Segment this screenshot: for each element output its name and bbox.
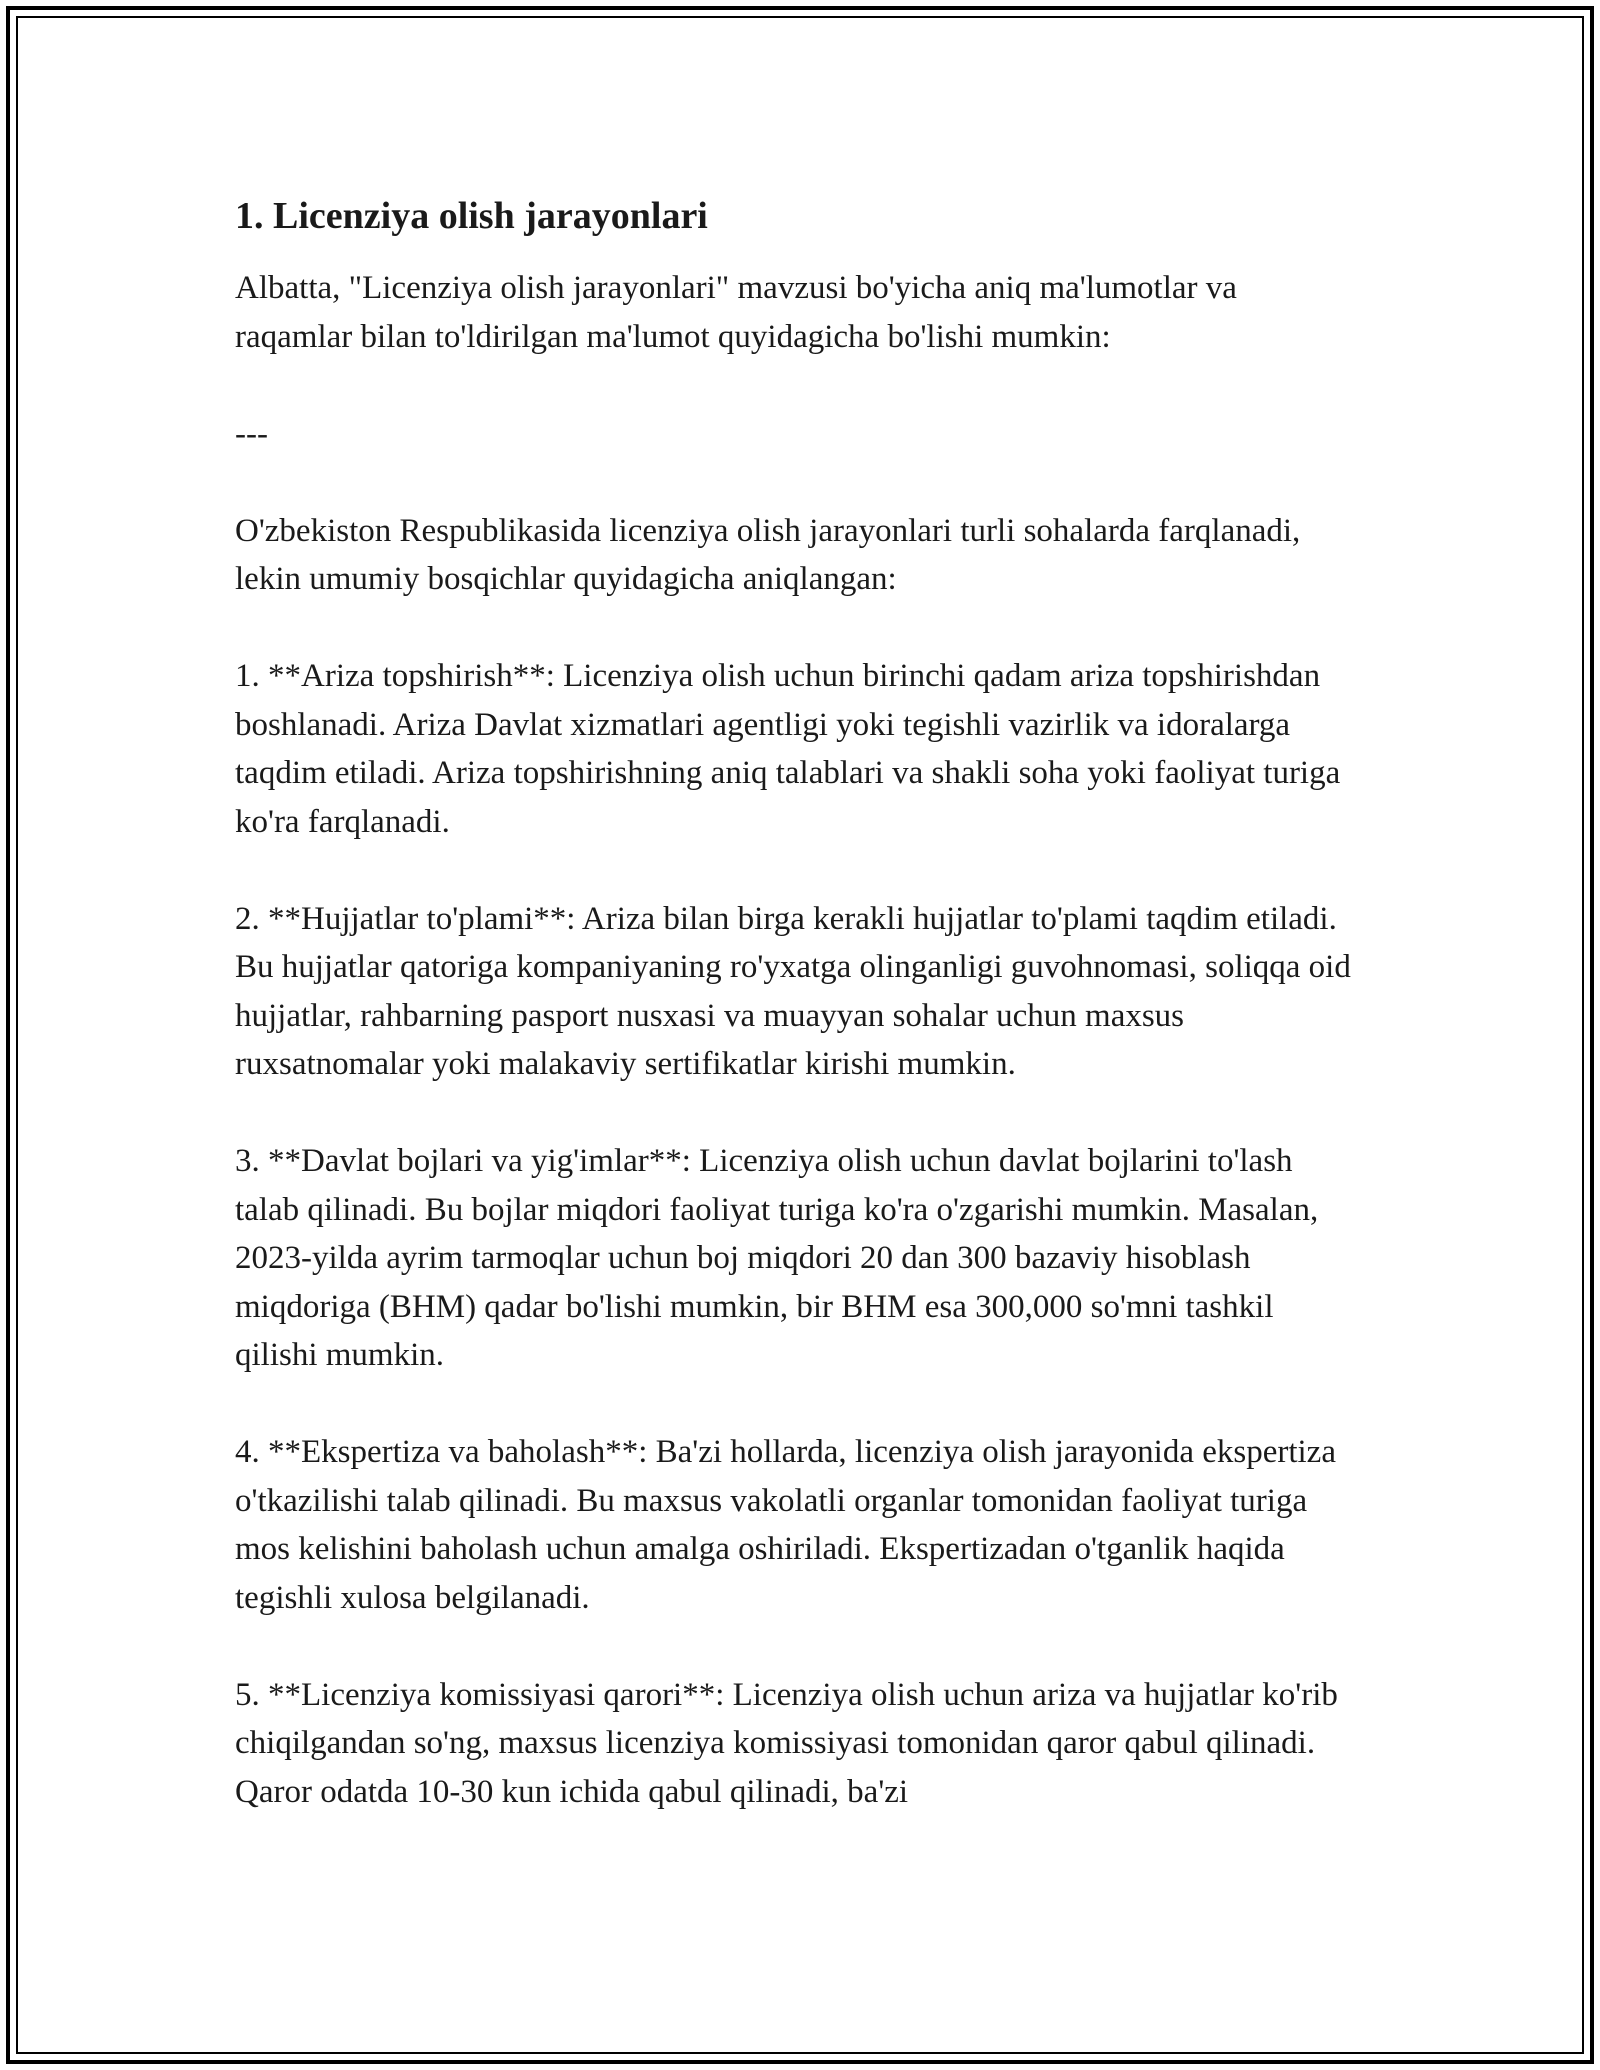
step-paragraph-2: 2. **Hujjatlar to'plami**: Ariza bilan birga kerakli hujjatlar to'plami taqdim etiladi. Bu hujjatlar qatoriga kompaniyaning ro'yxatga olinganligi guvohnomasi, soliqqa oid hujjatlar, rahbarning pasport nusxasi va muayyan sohalar uchun maxsus ruxsatnomalar yoki malakaviy sertifikatlar kirishi mumkin. [235, 900, 1351, 1082]
document-body [235, 188, 1355, 1816]
spacer [235, 361, 1355, 410]
spacer [235, 604, 1355, 653]
spacer [235, 458, 1355, 507]
overview-paragraph: O'zbekiston Respublikasida licenziya olish jarayonlari turli sohalarda farqlanadi, lekin umumiy bosqichlar quyidagicha aniqlangan: [235, 512, 1301, 597]
step-paragraph-5: 5. **Licenziya komissiyasi qarori**: Licenziya olish uchun ariza va hujjatlar ko'rib chiqilgandan so'ng, maxsus licenziya komissiyasi tomonidan qaror qabul qilinadi. Qaror odatda 10-30 kun ichida qabul qilinadi, ba'zi [235, 1676, 1338, 1810]
spacer [235, 846, 1355, 895]
step-paragraph-1: 1. **Ariza topshirish**: Licenziya olish uchun birinchi qadam ariza topshirishdan boshlanadi. Ariza Davlat xizmatlari agentligi yoki tegishli vazirlik va idoralarga taqdim etiladi. Ariza topshirishning aniq talablari va shakli soha yoki faoliyat turiga ko'ra farqlanadi. [235, 658, 1341, 840]
spacer [235, 1622, 1355, 1671]
spacer [235, 1380, 1355, 1429]
separator-line: --- [235, 415, 268, 452]
step-paragraph-4: 4. **Ekspertiza va baholash**: Ba'zi hollarda, licenziya olish jarayonida ekspertiza o'tkazilishi talab qilinadi. Bu maxsus vakolatli organlar tomonidan faoliyat turiga mos kelishini baholash uchun amalga oshiriladi. Ekspertizadan o'tganlik haqida tegishli xulosa belgilanadi. [235, 1434, 1336, 1616]
step-paragraph-3: 3. **Davlat bojlari va yig'imlar**: Licenziya olish uchun davlat bojlarini to'lash talab qilinadi. Bu bojlar miqdori faoliyat turiga ko'ra o'zgarishi mumkin. Masalan, 2023-yilda ayrim tarmoqlar uchun boj miqdori 20 dan 300 bazaviy hisoblash miqdoriga (BHM) qadar bo'lishi mumkin, bir BHM esa 300,000 so'mni tashkil qilishi mumkin. [235, 1143, 1319, 1373]
page-title: 1. Licenziya olish jarayonlari [235, 195, 708, 237]
intro-paragraph: Albatta, "Licenziya olish jarayonlari" mavzusi bo'yicha aniq ma'lumotlar va raqamlar bilan to'ldirilgan ma'lumot quyidagicha bo'lishi mumkin: [235, 270, 1237, 355]
spacer [235, 1089, 1355, 1138]
